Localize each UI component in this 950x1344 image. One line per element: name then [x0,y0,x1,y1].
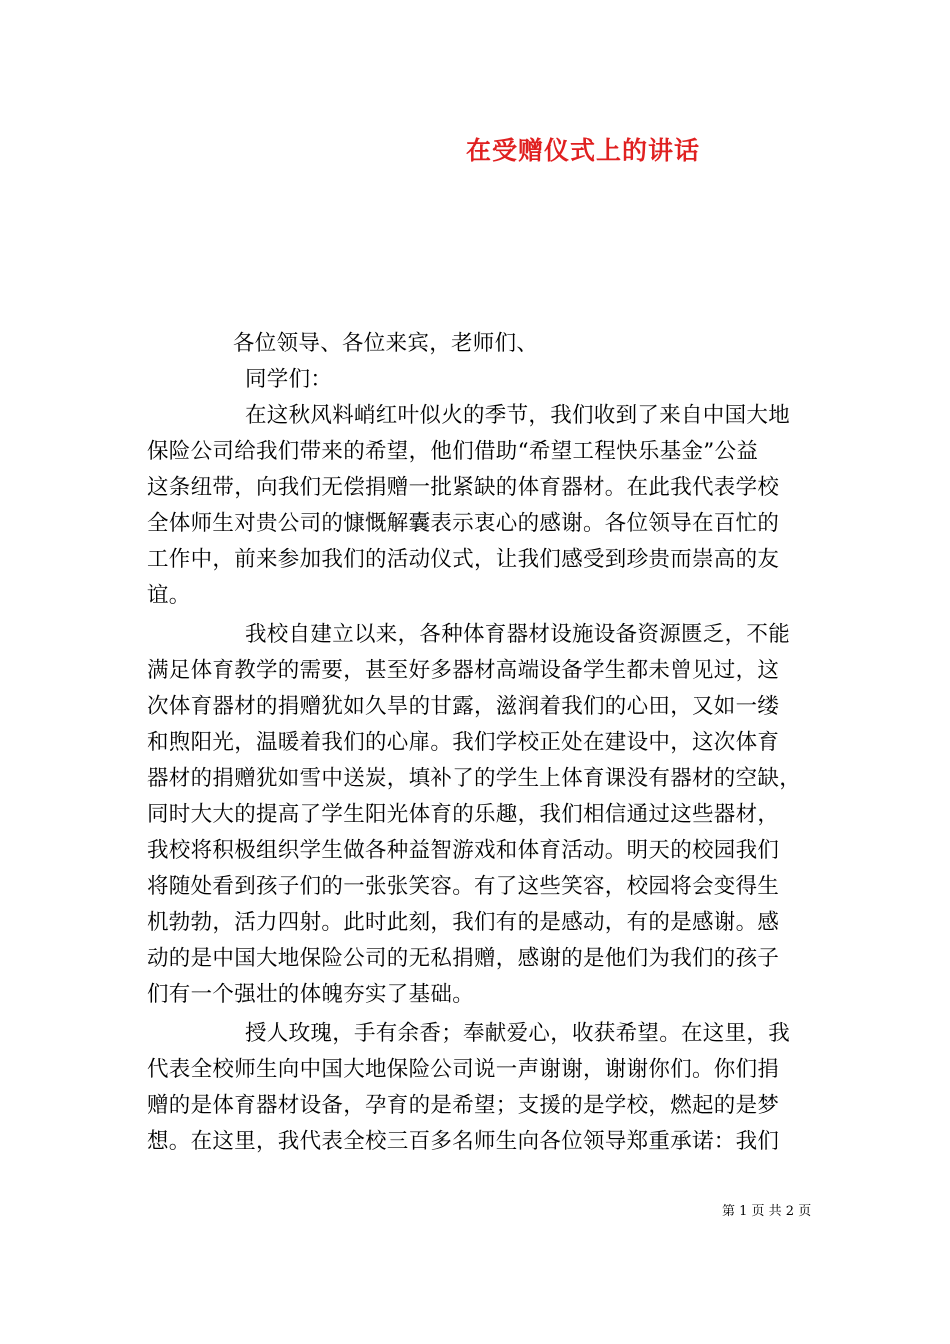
salutation-line-1: 各位领导、各位来宾，老师们、 [233,331,539,356]
title-area [0,0,950,200]
body-line: 动的是中国大地保险公司的无私捐赠，感谢的是他们为我们的孩子 [147,946,780,971]
body-line: 将随处看到孩子们的一张张笑容。有了这些笑容，校园将会变得生 [147,874,780,899]
body-line: 器材的捐赠犹如雪中送炭，填补了的学生上体育课没有器材的空缺， [147,766,802,791]
body-line: 我校自建立以来，各种体育器材设施设备资源匮乏，不能 [245,622,791,647]
body-line: 在这秋风料峭红叶似火的季节，我们收到了来自中国大地 [245,403,791,428]
body-line: 机勃勃，活力四射。此时此刻，我们有的是感动，有的是感谢。感 [147,910,780,935]
body-line: 我校将积极组织学生做各种益智游戏和体育活动。明天的校园我们 [147,838,780,863]
body-line: 工作中，前来参加我们的活动仪式，让我们感受到珍贵而崇高的友 [147,547,780,572]
body-line: 和煦阳光，温暖着我们的心扉。我们学校正处在建设中，这次体育 [147,730,780,755]
body-line: 授人玫瑰，手有余香；奉献爱心，收获希望。在这里，我 [245,1021,791,1046]
body-line: 赠的是体育器材设备，孕育的是希望；支援的是学校，燃起的是梦 [147,1093,780,1118]
body-line: 次体育器材的捐赠犹如久旱的甘露，滋润着我们的心田，又如一缕 [147,694,780,719]
body-line: 满足体育教学的需要，甚至好多器材高端设备学生都未曾见过，这 [147,658,780,683]
page-number: 第 1 页 共 2 页 [722,1204,812,1219]
document-title: 在受赠仪式上的讲话 [465,136,700,165]
body-line: 这条纽带，向我们无偿捐赠一批紧缺的体育器材。在此我代表学校 [147,475,780,500]
body-line: 想。在这里，我代表全校三百多名师生向各位领导郑重承诺：我们 [147,1129,780,1154]
body-line: 代表全校师生向中国大地保险公司说一声谢谢，谢谢你们。你们捐 [147,1057,780,1082]
body-line: 保险公司给我们带来的希望，他们借助“希望工程快乐基金”公益 [147,439,759,464]
body-line: 同时大大的提高了学生阳光体育的乐趣，我们相信通过这些器材， [147,802,780,827]
body-line: 们有一个强壮的体魄夯实了基础。 [147,982,475,1007]
body-line: 全体师生对贵公司的慷慨解囊表示衷心的感谢。各位领导在百忙的 [147,511,780,536]
salutation-line-2: 同学们： [245,367,333,392]
body-line: 谊。 [147,583,191,608]
